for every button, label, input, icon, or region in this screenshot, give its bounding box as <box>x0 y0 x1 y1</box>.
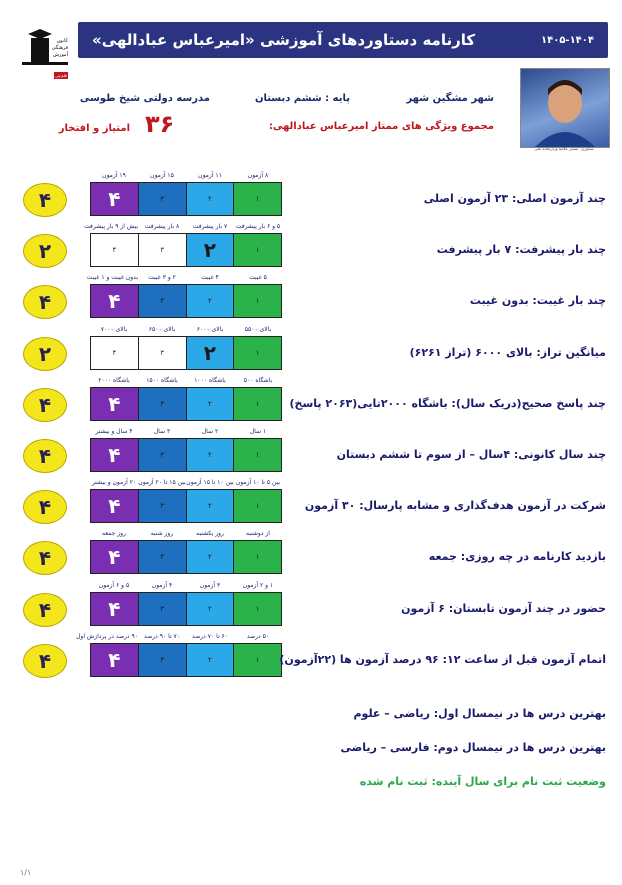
student-grade: پایه : ششم دبستان <box>254 93 350 104</box>
achievement-text: چند سال کانونی: ۴سال – از سوم تا ششم دبستان <box>336 448 606 461</box>
score-circle: ۲ <box>23 337 67 371</box>
achievement-text: میانگین تراز: بالای ۶۰۰۰ (تراز ۶۲۶۱) <box>409 346 606 359</box>
cell-threshold-label: بالای ۶۵۰۰ <box>148 326 176 333</box>
score-cell-2: ۲ <box>186 388 234 420</box>
cell-threshold-label: ۴ غیبت <box>201 274 219 281</box>
score-cell-3: ۳ <box>138 183 186 215</box>
cell-threshold-label: ۴ سال و بیشتر <box>95 428 133 435</box>
cell-threshold-label: روز شنبه <box>150 530 174 537</box>
score-cell-1: ۱ <box>233 234 281 266</box>
score-cell-3: ۳ <box>138 337 186 369</box>
score-circle: ۴ <box>23 183 67 217</box>
score-cell-4: ۴ <box>91 388 138 420</box>
achievement-text: چند بار غیبت: بدون غیبت <box>469 294 606 307</box>
cell-threshold-label: بالای ۶۰۰۰ <box>196 326 224 333</box>
sum-unit: امتیاز و افتخار <box>58 123 130 134</box>
score-bar <box>90 489 282 523</box>
score-cell-4: ۴ <box>91 644 138 676</box>
cell-threshold-label: ۵ و ۶ بار پیشرفت <box>235 223 281 230</box>
student-photo <box>520 68 610 148</box>
student-city: شهر مشگین شهر <box>406 93 494 104</box>
score-circle: ۴ <box>23 490 67 524</box>
cell-threshold-label: ۲ سال <box>201 428 219 435</box>
cell-threshold-label: بین ۱۵ تا ۲۰ آزمون <box>138 479 186 486</box>
score-cell-3: ۳ <box>138 644 186 676</box>
sum-value: ۳۶ <box>145 110 175 138</box>
score-circle: ۴ <box>23 388 67 422</box>
score-cell-3: ۳ <box>138 541 186 573</box>
cell-threshold-label: ۵ غیبت <box>249 274 267 281</box>
score-cell-1: ۱ <box>233 644 281 676</box>
cell-threshold-label: ۵۰ درصد <box>246 633 270 640</box>
score-bar <box>90 592 282 626</box>
score-cell-3: ۳ <box>138 234 186 266</box>
cell-threshold-label: ۱ سال <box>249 428 267 435</box>
score-bar <box>90 643 282 677</box>
score-cell-2: ۲ <box>186 541 234 573</box>
cell-threshold-label: بالای ۷۰۰۰ <box>100 326 128 333</box>
score-cell-3: ۳ <box>138 388 186 420</box>
score-cell-4: ۴ <box>91 337 138 369</box>
score-cell-1: ۱ <box>233 388 281 420</box>
best-subjects-second-half: بهترین درس ها در نیمسال دوم: فارسی – ریاضی <box>340 741 606 754</box>
best-subjects-first-half: بهترین درس ها در نیمسال اول: ریاضی – علوم <box>353 707 606 720</box>
registration-status: وضعیت ثبت نام برای سال آینده: ثبت نام شده <box>359 775 606 788</box>
cell-threshold-label: ۶۰ تا ۷۰ درصد <box>192 633 228 640</box>
achievement-text: چند آزمون اصلی: ۲۳ آزمون اصلی <box>423 192 606 205</box>
cell-threshold-label: ۱۵ آزمون <box>150 172 174 179</box>
score-cell-1: ۱ <box>233 490 281 522</box>
achievement-text: حضور در چند آزمون تابستان: ۶ آزمون <box>401 602 606 615</box>
score-bar <box>90 336 282 370</box>
score-cell-1: ۱ <box>233 337 281 369</box>
score-cell-3: ۳ <box>138 593 186 625</box>
cell-threshold-label: بین ۱۰ تا ۱۵ آزمون <box>186 479 234 486</box>
cell-threshold-label: از دوشنبه <box>246 530 270 537</box>
score-cell-1: ۱ <box>233 541 281 573</box>
logo-tag: قلم‌چی <box>55 73 67 78</box>
score-cell-2: ۲ <box>186 337 234 369</box>
score-cell-3: ۳ <box>138 439 186 471</box>
score-cell-4: ۴ <box>91 593 138 625</box>
score-cell-2: ۲ <box>186 490 234 522</box>
score-cell-2: ۲ <box>186 439 234 471</box>
score-circle: ۴ <box>23 439 67 473</box>
score-cell-2: ۲ <box>186 644 234 676</box>
cell-threshold-label: ۲ و ۳ غیبت <box>148 274 176 281</box>
cell-threshold-label: باشگاه ۲۰۰۰ <box>98 377 130 384</box>
achievement-text: بازدید کارنامه در چه روزی: جمعه <box>428 550 606 563</box>
cell-threshold-label: بین ۵ تا ۱۰ آزمون <box>235 479 281 486</box>
score-cell-4: ۴ <box>91 490 138 522</box>
cell-threshold-label: ۸ بار پیشرفت <box>144 223 180 230</box>
score-cell-3: ۳ <box>138 285 186 317</box>
score-circle: ۴ <box>23 541 67 575</box>
photo-caption: شناوری: مستر علامه وزارتخانه ملی <box>534 146 594 151</box>
score-cell-1: ۱ <box>233 593 281 625</box>
cell-threshold-label: ۳ سال <box>153 428 171 435</box>
cell-threshold-label: باشگاه ۱۰۰۰ <box>194 377 226 384</box>
academic-year: ۱۴۰۵-۱۴۰۴ <box>541 34 594 46</box>
score-circle: ۴ <box>23 285 67 319</box>
cell-threshold-label: ۱۱ آزمون <box>198 172 222 179</box>
cell-threshold-label: ۸ آزمون <box>247 172 269 179</box>
cell-threshold-label: ۲۰ آزمون و بیشتر <box>91 479 137 486</box>
cell-threshold-label: بالای ۵۵۰۰ <box>244 326 272 333</box>
score-cell-2: ۲ <box>186 183 234 215</box>
score-circle: ۴ <box>23 644 67 678</box>
score-cell-1: ۱ <box>233 439 281 471</box>
score-bar <box>90 387 282 421</box>
score-cell-2: ۲ <box>186 285 234 317</box>
cell-threshold-label: بیش از ۹ بار پیشرفت <box>84 223 138 230</box>
sum-label: مجموع ویژگی های ممتاز امیرعباس عبادالهی: <box>268 121 494 132</box>
score-bar <box>90 284 282 318</box>
score-bar <box>90 182 282 216</box>
cell-threshold-label: ۷ بار پیشرفت <box>192 223 228 230</box>
cell-threshold-label: ۳ آزمون <box>199 582 221 589</box>
logo-text: کانون فرهنگی آموزش <box>51 38 68 58</box>
cell-threshold-label: روز یکشنبه <box>196 530 224 537</box>
score-cell-4: ۴ <box>91 285 138 317</box>
score-bar <box>90 233 282 267</box>
score-cell-4: ۴ <box>91 183 138 215</box>
score-cell-2: ۲ <box>186 593 234 625</box>
page-number: ۱/۱ <box>20 868 32 877</box>
cell-threshold-label: بدون غیبت و ۱ غیبت <box>86 274 138 281</box>
cell-threshold-label: ۱۹ آزمون <box>102 172 126 179</box>
achievement-text: چند بار پیشرفت: ۷ بار پیشرفت <box>436 243 606 256</box>
cell-threshold-label: روز جمعه <box>102 530 126 537</box>
score-cell-1: ۱ <box>233 183 281 215</box>
score-cell-4: ۴ <box>91 439 138 471</box>
achievement-text: چند پاسخ صحیح(دریک سال): باشگاه ۲۰۰۰تایی(۲۰۶۳ پاسخ) <box>289 397 606 410</box>
score-bar <box>90 438 282 472</box>
score-circle: ۴ <box>23 593 67 627</box>
score-cell-1: ۱ <box>233 285 281 317</box>
score-cell-4: ۴ <box>91 541 138 573</box>
cell-threshold-label: ۴ آزمون <box>151 582 173 589</box>
cell-threshold-label: ۹۰ درصد در پردازش اول <box>76 633 138 640</box>
achievement-text: اتمام آزمون قبل از ساعت ۱۲: ۹۶ درصد آزمون ها (۲۲آزمون) <box>279 653 606 666</box>
score-cell-2: ۲ <box>186 234 234 266</box>
cell-threshold-label: ۵ و ۶ آزمون <box>98 582 130 589</box>
cell-threshold-label: ۱ و ۲ آزمون <box>242 582 274 589</box>
student-school: مدرسه دولتی شیخ طوسی <box>79 93 210 104</box>
title-bar <box>78 22 608 58</box>
cell-threshold-label: باشگاه ۱۵۰۰ <box>146 377 178 384</box>
score-bar <box>90 540 282 574</box>
page-title: کارنامه دستاوردهای آموزشی «امیرعباس عبادالهی» <box>92 31 476 49</box>
achievement-text: شرکت در آزمون هدف‌گذاری و مشابه پارسال: ۳۰ آزمون <box>304 499 606 512</box>
score-cell-4: ۴ <box>91 234 138 266</box>
score-circle: ۲ <box>23 234 67 268</box>
kanoon-logo <box>22 26 68 80</box>
cell-threshold-label: ۷۰ تا ۹۰ درصد <box>144 633 180 640</box>
cell-threshold-label: باشگاه ۵۰۰ <box>243 377 273 384</box>
score-cell-3: ۳ <box>138 490 186 522</box>
